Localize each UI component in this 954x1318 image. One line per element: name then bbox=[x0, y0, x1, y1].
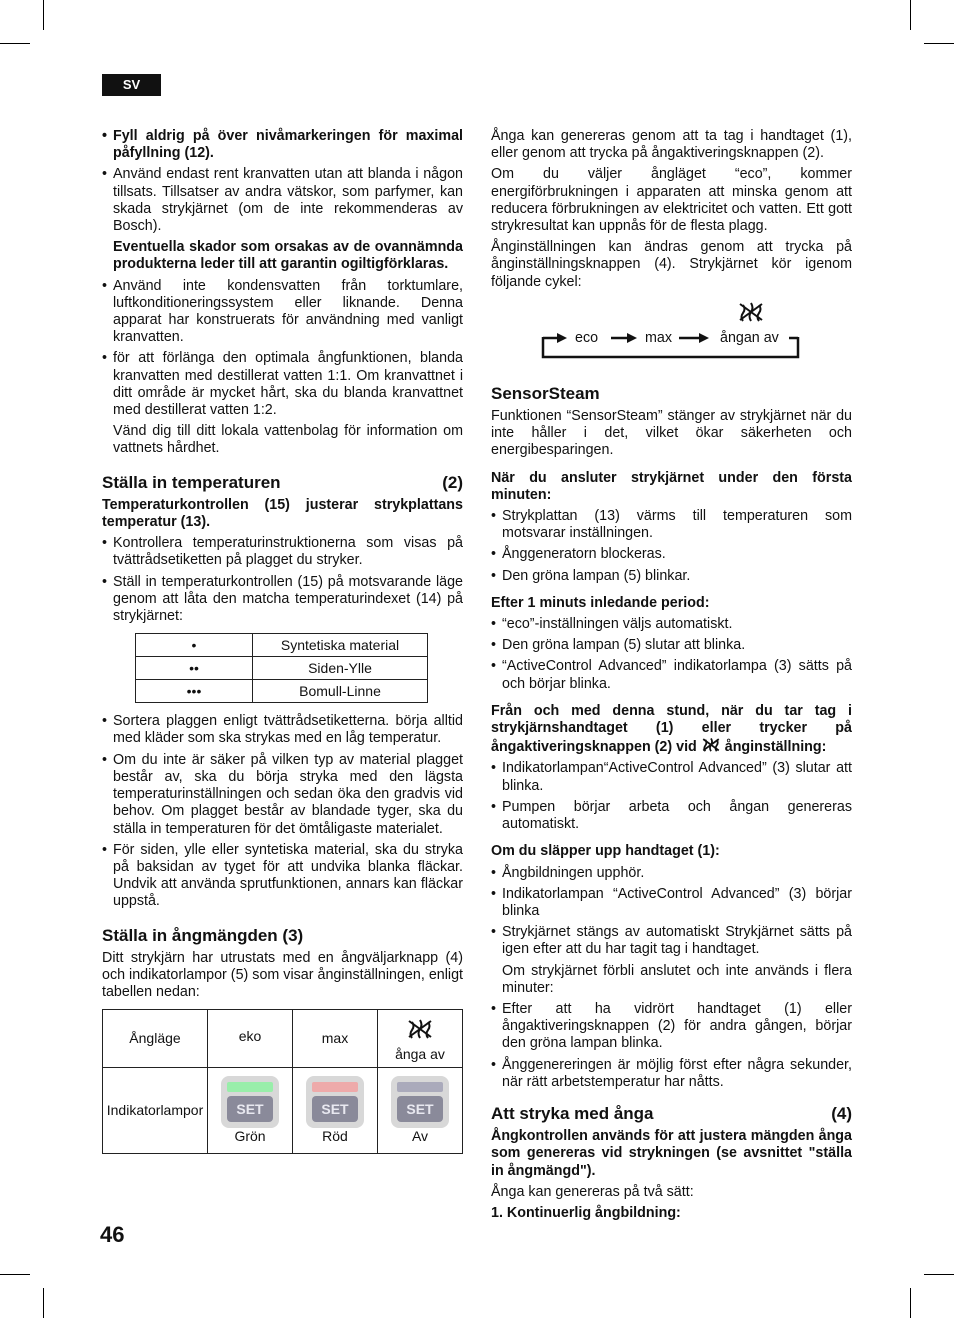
temp-material: Siden-Ylle bbox=[253, 657, 428, 680]
sensor-bullet: • Ånggenereringen är möjlig först efter några sekunder, när rätt arbetstemperatur har nåtts. bbox=[491, 1057, 852, 1091]
sensor-bullet: • Indikatorlampan “ActiveControl Advanced” (3) börjar blinka bbox=[491, 886, 852, 920]
indicator-off bbox=[378, 1068, 463, 1154]
crop-mark bbox=[924, 43, 954, 44]
temp-dots: • bbox=[136, 634, 253, 657]
table-row bbox=[136, 657, 428, 680]
sensor-bullet: • Strykjärnet stängs av automatiskt Strykjärnet sätts på igen efter att du har tagit tag i handtaget. bbox=[491, 924, 852, 958]
sensor-bullet: • Efter att ha vidrört handtaget (1) eller ångaktiveringsknappen (2) för andra gången, börjar den gröna lampan blinka. bbox=[491, 1001, 852, 1053]
table-row bbox=[136, 680, 428, 703]
heading-steam-amount bbox=[102, 927, 463, 944]
set-indicator-off bbox=[391, 1076, 449, 1128]
sensor-bullet: • “eco”-inställningen väljs automatiskt. bbox=[491, 616, 852, 633]
iron-intro: Ångkontrollen används för att justera mängden ånga som genereras vid strykningen (se avsnittet "ställa in ångmängd"). bbox=[491, 1128, 852, 1179]
bullet-condensate: • Använd inte kondensvatten från torktumlare, luftkonditioneringssystem eller liknande. Denna apparat har konstruerats för användning med vanligt kranvatten. bbox=[102, 278, 463, 347]
heading-iron-steam-text: Att stryka med ånga bbox=[491, 1103, 654, 1123]
indicator-red bbox=[293, 1068, 378, 1154]
sensor-subheading-part: ånginställning: bbox=[724, 739, 827, 756]
language-tag: SV bbox=[102, 74, 161, 96]
steam-generate-intro: Ånga kan genereras genom att ta tag i handtaget (1), eller genom att trycka på ångaktiveringsknappen (2). bbox=[491, 128, 852, 162]
sensor-bullet: • Ånggeneratorn blockeras. bbox=[491, 546, 852, 563]
set-indicator-lit bbox=[221, 1076, 279, 1128]
cycle-off: ångan av bbox=[720, 329, 779, 346]
crop-mark bbox=[910, 0, 911, 30]
sensor-bullet: • “ActiveControl Advanced” indikatorlampa (3) sätts på och börjar blinka. bbox=[491, 658, 852, 692]
set-label: SET bbox=[227, 1096, 273, 1122]
temperature-table bbox=[135, 633, 428, 703]
temp-dots: ••• bbox=[136, 680, 253, 703]
crop-mark bbox=[924, 1274, 954, 1275]
indicator-label: Indikatorlampor bbox=[103, 1068, 208, 1154]
page-number: 46 bbox=[100, 1222, 125, 1247]
steam-mode-label: Ångläge bbox=[103, 1010, 208, 1068]
table-row bbox=[103, 1010, 463, 1068]
cycle-intro: Ånginställningen kan ändras genom att trycka på ånginställningsknappen (4). Strykjärnet kör igenom följande cykel: bbox=[491, 239, 852, 290]
steam-off-icon bbox=[406, 1018, 434, 1044]
warning-fill-level: • Fyll aldrig på över nivåmarkeringen för maximal påfyllning (12). bbox=[102, 128, 463, 162]
temp-bullet: • Ställ in temperaturkontrollen (15) på motsvarande läge genom att låta den matcha temperaturindexet (14) på strykjärnet: bbox=[102, 574, 463, 626]
iron-two-ways: Ånga kan genereras på två sätt: bbox=[491, 1183, 694, 1200]
sensor-bullet: • Ångbildningen upphör. bbox=[491, 865, 852, 882]
steam-table bbox=[102, 1009, 463, 1154]
temp-dots: •• bbox=[136, 657, 253, 680]
crop-mark bbox=[43, 1288, 44, 1318]
crop-mark bbox=[910, 1288, 911, 1318]
temp-bullet: • Kontrollera temperaturinstruktionerna som visas på tvättrådsetiketten på plagget du stryker. bbox=[102, 535, 463, 569]
heading-temperature bbox=[102, 474, 463, 491]
cycle-eco: eco bbox=[575, 329, 599, 346]
steam-cycle-diagram bbox=[491, 299, 852, 371]
bullet-tap-water: • Använd endast rent kranvatten utan att blanda i någon tillsats. Tillsatser av andra vätskor, som parfymer, kan skada strykjärnet (om de inte rekommenderas av Bosch). bbox=[102, 166, 463, 235]
indicator-green bbox=[208, 1068, 293, 1154]
heading-sensorsteam bbox=[491, 385, 852, 402]
eco-mode-text: Om du väljer ångläget “eco”, kommer energiförbrukningen i apparaten att minska genom att reducera förbrukningen av elektricitet och vatten. Ett gott strykresultat kan uppnås för de flesta plagg. bbox=[491, 166, 852, 235]
steam-eco: eko bbox=[208, 1010, 293, 1068]
heading-temperature-text: Ställa in temperaturen bbox=[102, 472, 281, 492]
color-green-label: Grön bbox=[234, 1128, 266, 1145]
bullet-distilled: • för att förlänga den optimala ångfunktionen, blanda kranvatten med destillerat vatten 1:1. Om kranvattnet i ditt område är mycket hårt, ska du blanda kranvattnet med destillerat vatten 1:2. bbox=[102, 350, 463, 419]
set-indicator-lit bbox=[306, 1076, 364, 1128]
temp-bullet: • För siden, ylle eller syntetiska material, ska du stryka på baksidan av tyget för att undvika blanka fläckar. Undvik att använda sprutfunktionen, annars kan fläckar uppstå. bbox=[102, 842, 463, 911]
set-label: SET bbox=[397, 1096, 443, 1122]
water-hardness-note: Vänd dig till ditt lokala vattenbolag för information om vattnets hårdhet. bbox=[113, 423, 463, 457]
sensor-bullet: • Indikatorlampan“ActiveControl Advanced” (3) slutar att blinka. bbox=[491, 760, 852, 794]
temp-material: Bomull-Linne bbox=[253, 680, 428, 703]
steam-off-icon bbox=[701, 737, 721, 754]
steam-off-cell bbox=[378, 1010, 463, 1068]
heading-temperature-num: (2) bbox=[442, 472, 463, 492]
steam-max: max bbox=[293, 1010, 378, 1068]
table-row bbox=[136, 634, 428, 657]
temp-bullet: • Om du inte är säker på vilken typ av material plagget består av, ska du börja stryka med den lägsta temperaturinställningen och sedan öka den gradvis vid behov. Om plagget består av blandade tyger, ska du ställa in temperaturen för det ömtåligaste materialet. bbox=[102, 752, 463, 838]
sensor-note: Om strykjärnet förbli anslutet och inte används i flera minuter: bbox=[502, 962, 852, 996]
crop-mark bbox=[43, 0, 44, 30]
sensor-intro: Funktionen “SensorSteam” stänger av strykjärnet när du inte håller i det, vilket ökar säkerheten och energibesparingen. bbox=[491, 408, 852, 459]
sensor-subheading bbox=[491, 703, 852, 757]
temp-bullet: • Sortera plaggen enligt tvättrådsetiketterna. börja alltid med kläder som ska strykas med en låg temperatur. bbox=[102, 713, 463, 747]
heading-iron-steam bbox=[491, 1105, 852, 1122]
steam-intro: Ditt strykjärn har utrustats med en ångväljarknapp (4) och indikatorlampor (5) som visar ånginställningen, enligt tabellen nedan: bbox=[102, 949, 463, 1001]
sensor-bullet: • Strykplattan (13) värms till temperaturen som motsvarar inställningen. bbox=[491, 508, 852, 542]
sensor-bullet: • Den gröna lampan (5) slutar att blinka. bbox=[491, 637, 852, 654]
steam-off-label: ånga av bbox=[395, 1046, 445, 1063]
cycle-max: max bbox=[645, 329, 673, 346]
set-label: SET bbox=[312, 1096, 358, 1122]
sensor-bullet: • Den gröna lampan (5) blinkar. bbox=[491, 568, 852, 585]
heading-iron-steam-num: (4) bbox=[831, 1103, 852, 1123]
heading-steam-text: Ställa in ångmängden (3) bbox=[102, 925, 304, 945]
crop-mark bbox=[0, 1274, 30, 1275]
heading-sensorsteam-text: SensorSteam bbox=[491, 383, 600, 403]
sensor-subheading: När du ansluter strykjärnet under den första minuten: bbox=[491, 469, 852, 503]
color-off-label: Av bbox=[411, 1128, 429, 1145]
temp-intro: Temperaturkontrollen (15) justerar strykplattans temperatur (13). bbox=[102, 496, 463, 531]
sensor-subheading-part: Från och med denna stund, när du tar tag i strykjärnshandtaget (1) eller trycker på ångaktiveringsknappen (2) vid bbox=[491, 702, 852, 756]
sensor-subheading: Efter 1 minuts inledande period: bbox=[491, 594, 710, 611]
steam-off-icon bbox=[740, 303, 762, 321]
left-column bbox=[102, 128, 463, 1154]
temp-material: Syntetiska material bbox=[253, 634, 428, 657]
warranty-note: Eventuella skador som orsakas av de ovannämnda produkterna leder till att garantin ogiltigförklaras. bbox=[113, 239, 463, 273]
right-column bbox=[491, 128, 852, 1226]
crop-mark bbox=[0, 43, 30, 44]
sensor-subheading: Om du släpper upp handtaget (1): bbox=[491, 843, 720, 860]
color-red-label: Röd bbox=[322, 1128, 348, 1145]
table-row bbox=[103, 1068, 463, 1154]
sensor-bullet: • Pumpen börjar arbeta och ångan genereras automatiskt. bbox=[491, 799, 852, 833]
iron-continuous: 1. Kontinuerlig ångbildning: bbox=[491, 1204, 681, 1221]
